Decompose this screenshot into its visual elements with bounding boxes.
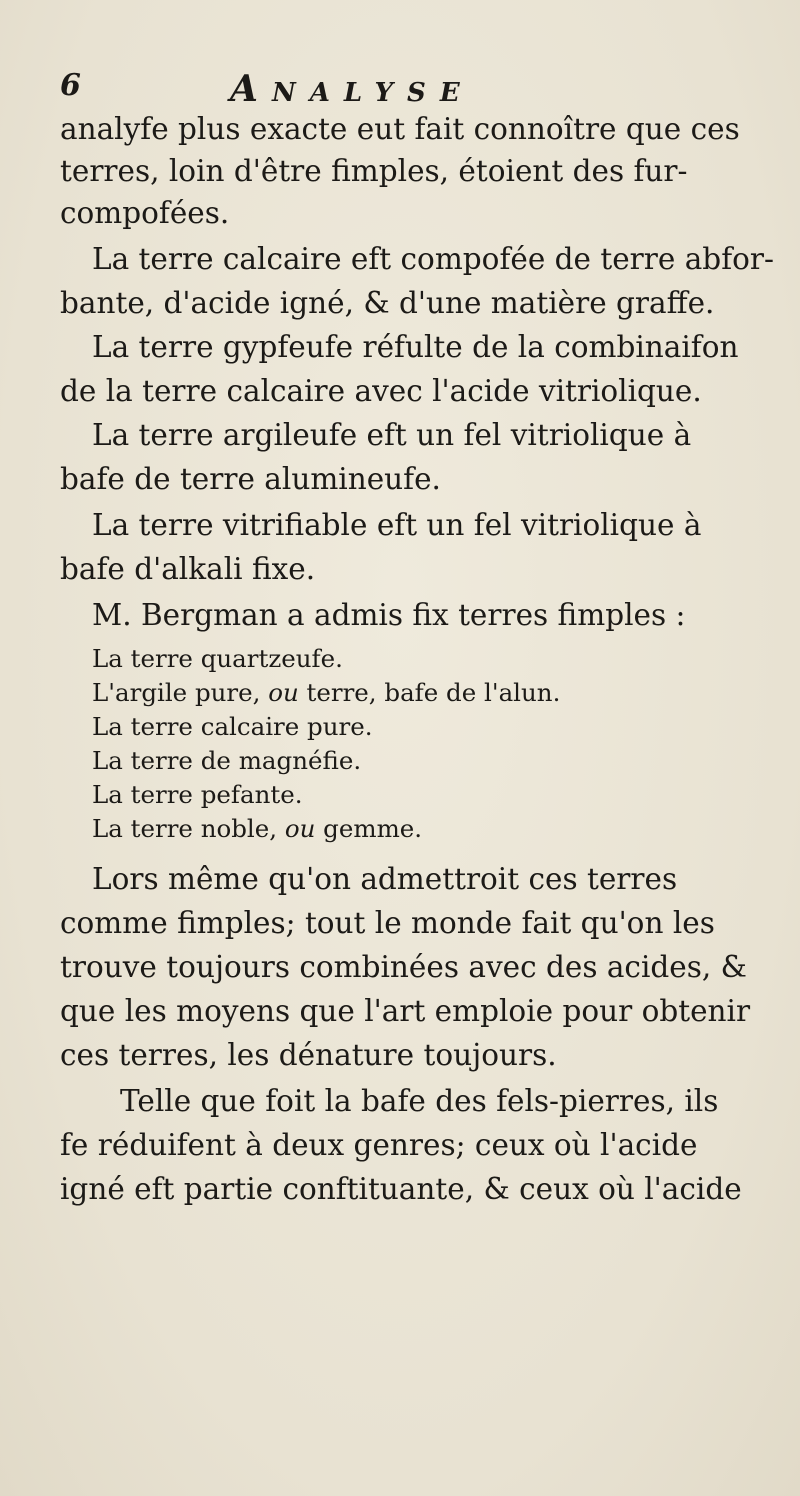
text-line: Lors même qu'on admettroit ces terres	[92, 862, 678, 896]
page-number: 6	[60, 68, 81, 103]
text-line: bante, d'acide igné, & d'une matière graffe.	[60, 286, 715, 320]
text-line: comme fimples; tout le monde fait qu'on les	[60, 906, 715, 940]
text-line: La terre gypfeufe réfulte de la combinaifon	[92, 330, 739, 364]
page-header	[60, 68, 740, 118]
text-line: Telle que foit la bafe des fels-pierres, ils	[120, 1084, 719, 1118]
text-line: La terre argileufe eft un fel vitriolique à	[92, 418, 692, 452]
list-item: La terre noble, ou gemme.	[92, 814, 423, 843]
list-item: La terre quartzeufe.	[92, 644, 343, 673]
text-line: bafe de terre alumineufe.	[60, 462, 441, 496]
text-line: de la terre calcaire avec l'acide vitriolique.	[60, 374, 702, 408]
text-line: ces terres, les dénature toujours.	[60, 1038, 557, 1072]
text-line: La terre vitrifiable eft un fel vitriolique à	[92, 508, 702, 542]
text-line: compofées.	[60, 196, 230, 230]
list-item: L'argile pure, ou terre, bafe de l'alun.	[92, 678, 561, 707]
list-item: La terre calcaire pure.	[92, 712, 373, 741]
text-line: que les moyens que l'art emploie pour obtenir	[60, 994, 751, 1028]
text-line: fe réduifent à deux genres; ceux où l'acide	[60, 1128, 698, 1162]
text-line: bafe d'alkali fixe.	[60, 552, 316, 586]
list-item: La terre pefante.	[92, 780, 303, 809]
text-line: La terre calcaire eft compofée de terre abfor-	[92, 242, 774, 276]
text-line: igné eft partie conftituante, & ceux où l'acide	[60, 1172, 742, 1206]
text-line: M. Bergman a admis fix terres fimples :	[92, 598, 686, 632]
text-line: trouve toujours combinées avec des acides, &	[60, 950, 747, 984]
running-head	[230, 68, 474, 110]
running-head-initial: A	[230, 68, 272, 110]
list-item: La terre de magnéfie.	[92, 746, 362, 775]
running-head-rest: NALYSE	[271, 78, 474, 108]
text-line: analyfe plus exacte eut fait connoître que ces	[60, 112, 740, 146]
text-line: terres, loin d'être fimples, étoient des fur-	[60, 154, 688, 188]
